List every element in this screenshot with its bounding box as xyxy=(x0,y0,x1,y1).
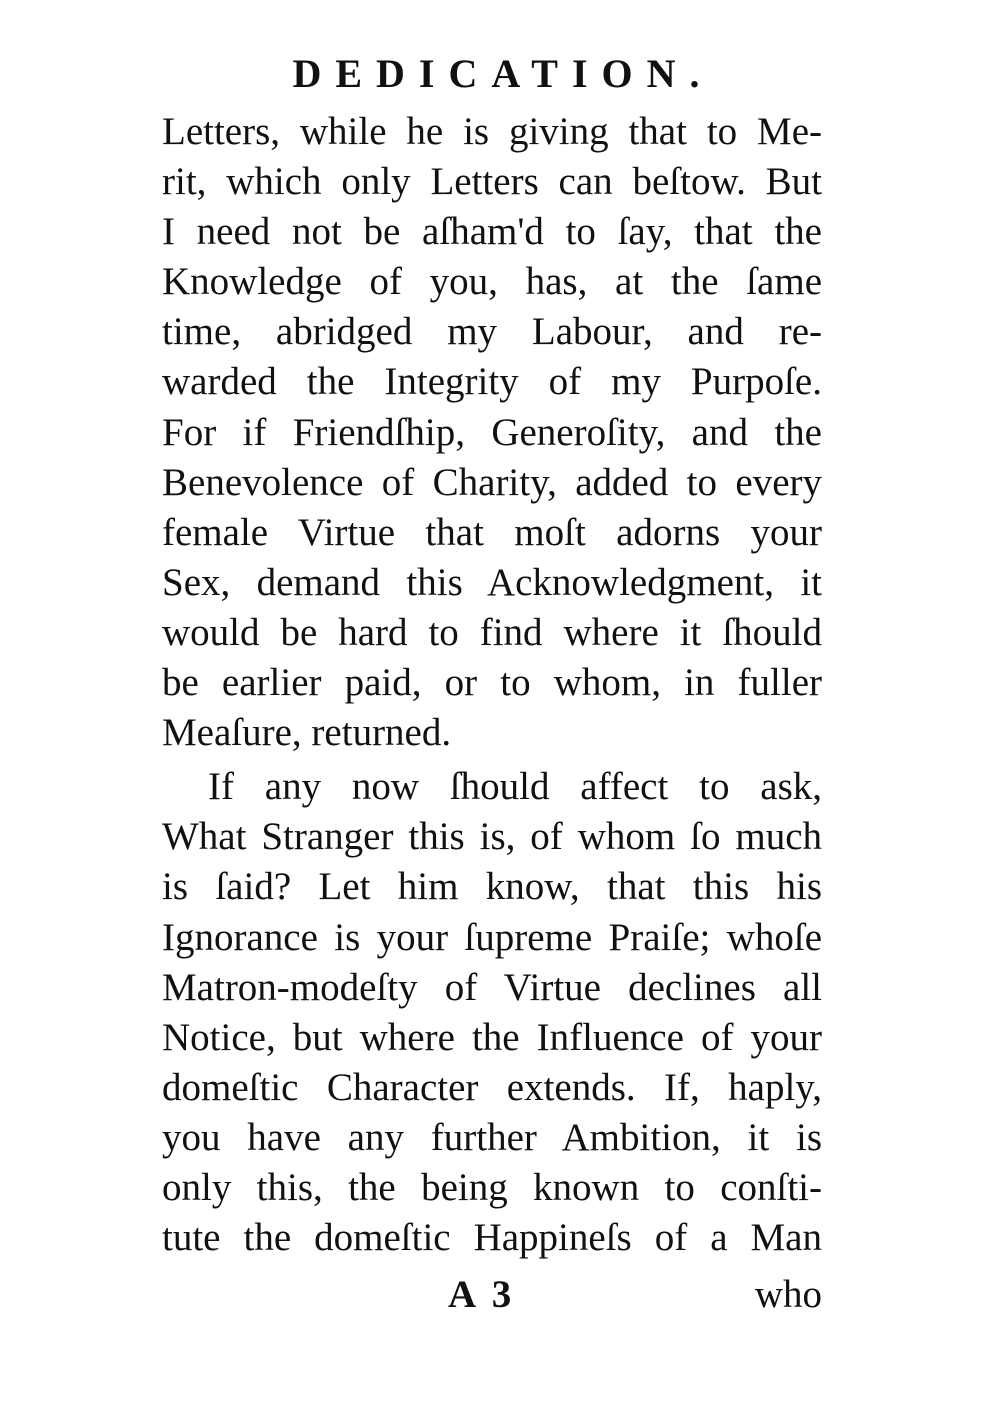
text-line: is ſaid? Let him know, that this his xyxy=(162,865,822,909)
text-line: be earlier paid, or to whom, in fuller xyxy=(162,661,822,705)
text-line: I need not be aſham'd to ſay, that the xyxy=(162,210,822,254)
text-line: Ignorance is your ſupreme Praiſe; whoſe xyxy=(162,915,822,959)
text-line: only this, the being known to conſti- xyxy=(162,1165,822,1209)
text-line: Meaſure, returned. xyxy=(162,711,452,755)
text-line: domeſtic Character extends. If, haply, xyxy=(162,1065,822,1109)
text-line: Matron-modeſty of Virtue declines all xyxy=(162,965,822,1009)
text-line: time, abridged my Labour, and re- xyxy=(162,310,822,354)
text-line: Benevolence of Charity, added to every xyxy=(162,460,822,504)
text-line: warded the Integrity of my Purpoſe. xyxy=(162,360,822,404)
text-line: tute the domeſtic Happineſs of a Man xyxy=(162,1216,822,1260)
text-line: Sex, demand this Acknowledgment, it xyxy=(162,560,822,604)
text-line: you have any further Ambition, it is xyxy=(162,1115,822,1159)
paragraph-2 xyxy=(162,762,822,1263)
signature-mark: A 3 xyxy=(448,1273,516,1316)
text-line: female Virtue that moſt adorns your xyxy=(162,510,822,554)
paragraph-1 xyxy=(162,107,822,758)
text-line: What Stranger this is, of whom ſo much xyxy=(162,815,822,859)
text-line: would be hard to find where it ſhould xyxy=(162,610,822,654)
running-head: DEDICATION. xyxy=(292,51,714,96)
page-footer xyxy=(162,1270,822,1320)
text-line: For if Friendſhip, Generoſity, and the xyxy=(162,410,822,454)
text-line: If any now ſhould affect to ask, xyxy=(208,765,822,809)
body-text xyxy=(162,107,822,1263)
text-line: Knowledge of you, has, at the ſame xyxy=(162,260,822,304)
text-line: Notice, but where the Influence of your xyxy=(162,1015,822,1059)
text-line: rit, which only Letters can beſtow. But xyxy=(162,160,822,204)
text-line: Letters, while he is giving that to Me- xyxy=(162,110,822,153)
catchword: who xyxy=(754,1273,822,1316)
